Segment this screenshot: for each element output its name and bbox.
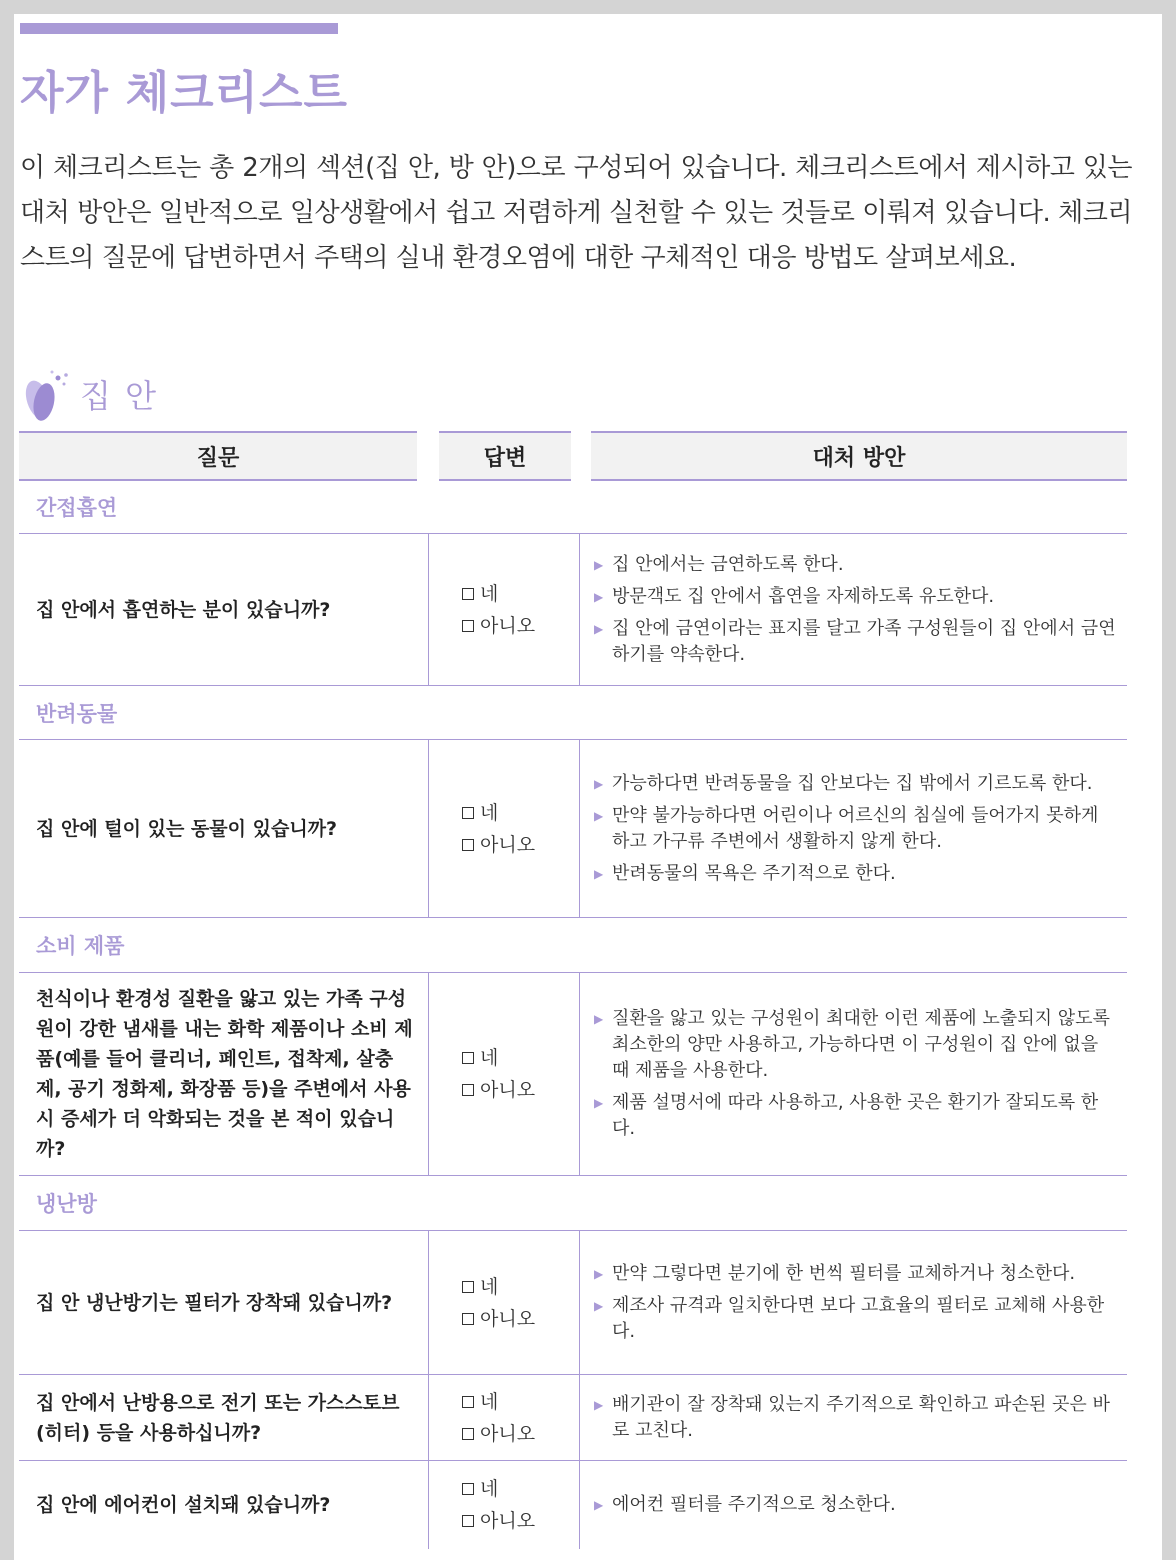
category-row: 반려동물 [19, 686, 1127, 740]
category-row: 소비 제품 [19, 918, 1127, 973]
header-question: 질문 [19, 431, 417, 481]
list-item: ▶ 집 안에서는 금연하도록 한다. [594, 552, 1119, 578]
category-row: 간접흡연 [19, 481, 1127, 534]
triangle-bullet-icon: ▶ [594, 557, 604, 572]
section-title: 집 안 [80, 377, 158, 415]
no-checkbox[interactable]: 아니오 [462, 1505, 579, 1537]
alternatives-list [580, 1461, 1127, 1549]
no-checkbox[interactable]: 아니오 [462, 1418, 579, 1450]
page-title: 자가 체크리스트 [20, 66, 348, 119]
list-item: ▶ 배기관이 잘 장착돼 있는지 주기적으로 확인하고 파손된 곳은 바로 고친다. [594, 1392, 1119, 1444]
intro-paragraph: 이 체크리스트는 총 2개의 섹션(집 안, 방 안)으로 구성되어 있습니다. 체크리스트에서 제시하고 있는 대처 방안은 일반적으로 일상생활에서 쉽고 저렴하게 실천할 수 있는 것들로 이뤄져 있습니다. 체크리스트의 질문에 답변하면서 주택의 실내 환경오염에 대한 구체적인 대응 방법도 살펴보세요. [20, 153, 1132, 273]
question-text: 집 안 냉난방기는 필터가 장착돼 있습니까? [19, 1231, 429, 1374]
triangle-bullet-icon: ▶ [594, 776, 604, 791]
yes-checkbox[interactable]: 네 [462, 797, 579, 829]
list-item: ▶ 질환을 앓고 있는 구성원이 최대한 이런 제품에 노출되지 않도록 최소한의 양만 사용하고, 가능하다면 이 구성원이 집 안에 없을 때 제품을 사용한다. [594, 1006, 1119, 1084]
checklist-table [19, 481, 1127, 1549]
checklist-page [14, 14, 1162, 1560]
list-item: ▶ 집 안에 금연이라는 표지를 달고 가족 구성원들이 집 안에서 금연하기를 약속한다. [594, 616, 1119, 668]
answer-options [429, 1461, 580, 1549]
answer-options [429, 534, 580, 685]
list-item: ▶ 가능하다면 반려동물을 집 안보다는 집 밖에서 기르도록 한다. [594, 771, 1119, 797]
list-item: ▶ 제품 설명서에 따라 사용하고, 사용한 곳은 환기가 잘되도록 한다. [594, 1090, 1119, 1142]
triangle-bullet-icon: ▶ [594, 866, 604, 881]
table-row [19, 1231, 1127, 1375]
answer-options [429, 740, 580, 917]
triangle-bullet-icon: ▶ [594, 1266, 604, 1281]
leaf-icon [20, 366, 74, 422]
alternatives-list [580, 973, 1127, 1175]
list-item: ▶ 방문객도 집 안에서 흡연을 자제하도록 유도한다. [594, 584, 1119, 610]
question-text: 집 안에서 난방용으로 전기 또는 가스스토브(히터) 등을 사용하십니까? [19, 1375, 429, 1460]
yes-checkbox[interactable]: 네 [462, 1271, 579, 1303]
table-row [19, 973, 1127, 1176]
yes-checkbox[interactable]: 네 [462, 1473, 579, 1505]
question-text: 집 안에 털이 있는 동물이 있습니까? [19, 740, 429, 917]
header-alternative: 대처 방안 [591, 431, 1127, 481]
triangle-bullet-icon: ▶ [594, 589, 604, 604]
answer-options [429, 1375, 580, 1460]
yes-checkbox[interactable]: 네 [462, 578, 579, 610]
triangle-bullet-icon: ▶ [594, 1498, 604, 1512]
triangle-bullet-icon: ▶ [594, 1096, 604, 1110]
no-checkbox[interactable]: 아니오 [462, 1074, 579, 1106]
list-item: ▶ 반려동물의 목욕은 주기적으로 한다. [594, 861, 1119, 887]
alternatives-list [580, 740, 1127, 917]
no-checkbox[interactable]: 아니오 [462, 829, 579, 861]
section-heading [20, 366, 158, 422]
question-text: 집 안에서 흡연하는 분이 있습니까? [19, 534, 429, 685]
title-accent-bar [20, 23, 338, 34]
list-item: ▶ 만약 그렇다면 분기에 한 번씩 필터를 교체하거나 청소한다. [594, 1261, 1119, 1287]
no-checkbox[interactable]: 아니오 [462, 1303, 579, 1335]
no-checkbox[interactable]: 아니오 [462, 610, 579, 642]
triangle-bullet-icon: ▶ [594, 1397, 604, 1412]
list-item: ▶ 제조사 규격과 일치한다면 보다 고효율의 필터로 교체해 사용한다. [594, 1293, 1119, 1345]
list-item: ▶ 만약 불가능하다면 어린이나 어르신의 침실에 들어가지 못하게 하고 가구류 주변에서 생활하지 않게 한다. [594, 803, 1119, 855]
triangle-bullet-icon: ▶ [594, 1012, 604, 1026]
yes-checkbox[interactable]: 네 [462, 1386, 579, 1418]
triangle-bullet-icon: ▶ [594, 808, 604, 823]
yes-checkbox[interactable]: 네 [462, 1042, 579, 1074]
table-row [19, 534, 1127, 686]
category-row: 냉난방 [19, 1176, 1127, 1231]
alternatives-list [580, 534, 1127, 685]
table-row [19, 740, 1127, 918]
header-answer: 답변 [439, 431, 571, 481]
answer-options [429, 973, 580, 1175]
table-header [19, 431, 1127, 481]
table-row [19, 1461, 1127, 1549]
question-text: 천식이나 환경성 질환을 앓고 있는 가족 구성원이 강한 냄새를 내는 화학 제품이나 소비 제품(예를 들어 클리너, 페인트, 접착제, 살충제, 공기 정화제, 화장품 등)을 주변에서 사용 시 증세가 더 악화되는 것을 본 적이 있습니까? [19, 973, 429, 1175]
triangle-bullet-icon: ▶ [594, 621, 604, 636]
table-row [19, 1375, 1127, 1461]
list-item: ▶ 에어컨 필터를 주기적으로 청소한다. [594, 1492, 1119, 1518]
question-text: 집 안에 에어컨이 설치돼 있습니까? [19, 1461, 429, 1549]
triangle-bullet-icon: ▶ [594, 1298, 604, 1313]
alternatives-list [580, 1231, 1127, 1374]
alternatives-list [580, 1375, 1127, 1460]
answer-options [429, 1231, 580, 1374]
